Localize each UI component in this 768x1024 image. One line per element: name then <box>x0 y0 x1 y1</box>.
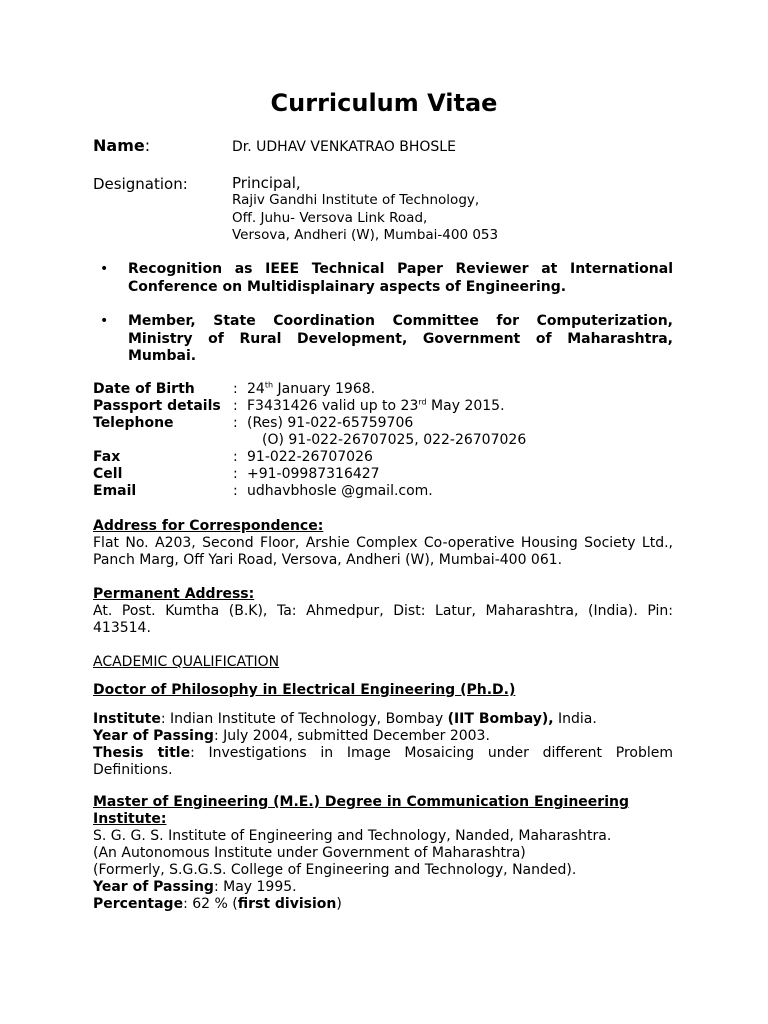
permanent-address <box>93 586 673 637</box>
designation-label: Designation: <box>93 175 188 193</box>
list-item: • Member, State Coordination Committee for Computerization, Ministry of Rural Development, Government of Maharashtra, Mumbai. <box>100 313 673 364</box>
cell-row: Cell : +91-09987316427 <box>93 466 380 482</box>
me-line: (Formerly, S.G.G.S. College of Engineering and Technology, Nanded). <box>93 862 577 878</box>
address-line: Off. Juhu- Versova Link Road, <box>232 209 428 226</box>
list-item: • Recognition as IEEE Technical Paper Reviewer at International Conference on Multidisplainary aspects of Engineering. <box>100 261 673 295</box>
cell-value: +91-09987316427 <box>247 466 380 482</box>
fax-value: 91-022-26707026 <box>247 449 373 465</box>
phd-year: Year of Passing: July 2004, submitted December 2003. <box>93 728 490 744</box>
correspondence-heading: Address for Correspondence: <box>93 518 324 534</box>
bullet-icon: • <box>100 313 109 329</box>
me-details <box>93 828 611 913</box>
phd-institute: Institute: Indian Institute of Technology, Bombay (IIT Bombay), India. <box>93 711 597 727</box>
correspondence-text: Flat No. A203, Second Floor, Arshie Complex Co-operative Housing Society Ltd., Panch Marg, Off Yari Road, Versova, Andheri (W), Mumbai-400 061. <box>93 535 673 568</box>
designation-value: Principal, <box>232 174 301 192</box>
email-value: udhavbhosle @gmail.com. <box>247 483 433 499</box>
name-label: Name: <box>93 136 151 155</box>
me-line: (An Autonomous Institute under Government of Maharashtra) <box>93 845 526 861</box>
academic-heading: ACADEMIC QUALIFICATION <box>93 654 280 670</box>
fax-row: Fax : 91-022-26707026 <box>93 449 373 465</box>
permanent-text: At. Post. Kumtha (B.K), Ta: Ahmedpur, Dist: Latur, Maharashtra, (India). Pin: 413514. <box>93 603 673 636</box>
address-line: Rajiv Gandhi Institute of Technology, <box>232 192 480 208</box>
address-line: Versova, Andheri (W), Mumbai-400 053 <box>232 227 499 243</box>
document-title: Curriculum Vitae <box>270 89 498 117</box>
me-percentage: Percentage: 62 % (first division) <box>93 896 342 912</box>
designation-address <box>232 192 498 245</box>
telephone-office: (O) 91-022-26707025, 022-26707026 <box>262 432 527 448</box>
telephone-res: (Res) 91-022-65759706 <box>247 415 414 431</box>
telephone-office-row <box>93 432 526 449</box>
permanent-heading: Permanent Address: <box>93 586 255 602</box>
phd-details <box>93 711 673 779</box>
passport-value: F3431426 valid up to 23rd May 2015. <box>247 397 505 414</box>
achievement-list <box>100 261 673 366</box>
me-line: S. G. G. S. Institute of Engineering and Technology, Nanded, Maharashtra. <box>93 828 612 844</box>
me-year: Year of Passing: May 1995. <box>93 879 297 895</box>
phd-heading: Doctor of Philosophy in Electrical Engineering (Ph.D.) <box>93 682 516 698</box>
phd-thesis: Thesis title: Investigations in Image Mosaicing under different Problem Definitions. <box>93 745 673 778</box>
bullet-icon: • <box>100 261 109 277</box>
email-row: Email : udhavbhosle @gmail.com. <box>93 483 433 499</box>
name-value: Dr. UDHAV VENKATRAO BHOSLE <box>232 139 456 155</box>
correspondence-address <box>93 518 673 569</box>
me-heading: Master of Engineering (M.E.) Degree in Communication Engineering Institute: <box>93 794 629 827</box>
personal-details <box>93 381 526 500</box>
passport-row: Passport details : F3431426 valid up to 23rd May 2015. <box>93 397 505 414</box>
dob-row: Date of Birth : 24th January 1968. <box>93 380 376 397</box>
telephone-row: Telephone : (Res) 91-022-65759706 <box>93 415 414 431</box>
dob-value: 24th January 1968. <box>247 380 376 397</box>
